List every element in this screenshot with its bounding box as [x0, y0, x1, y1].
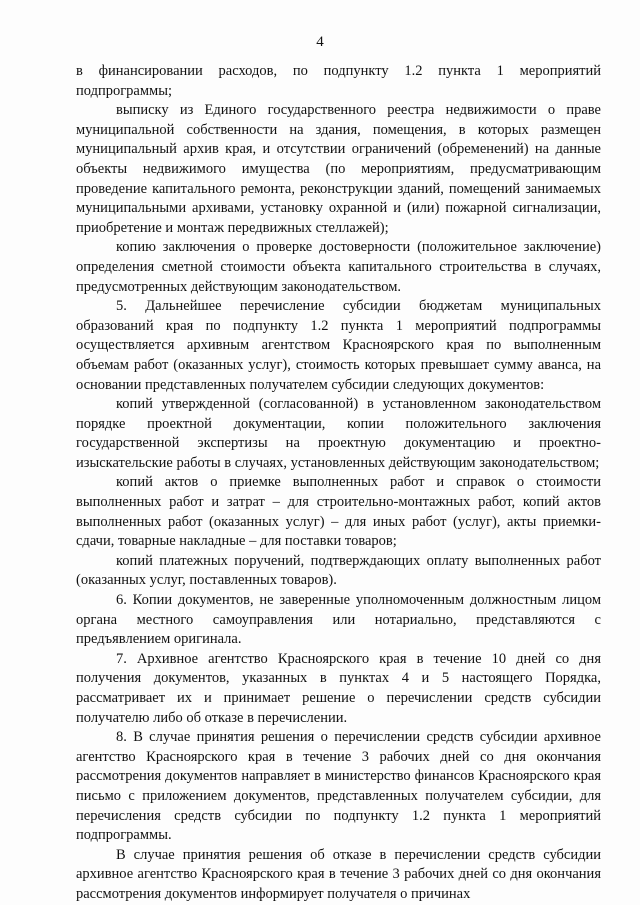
paragraph-item-5: 5. Дальнейшее перечисление субсидии бюджетам муниципальных образований края по подпункту 1.2 пункта 1 мероприятий подпрограммы осуществляется архивным агентством Красноярского края по выполненным объемам работ (оказанных услуг), стоимость которых превышает сумму аванса, на основании представленных получателем субсидии следующих документов:: [76, 298, 601, 393]
paragraph-registry-extract: выписку из Единого государственного реестра недвижимости о праве муниципальной собственности на здания, помещения, в которых размещен муниципальный архив края, и отсутствии ограничений (обременений) на данные объекты недвижимого имущества (по мероприятиям, предусматривающим проведение капитального ремонта, реконструкции зданий, помещений занимаемых муниципальными архивами, установку охранной и (или) пожарной сигнализации, приобретение и монтаж передвижных стеллажей);: [76, 102, 601, 236]
paragraph-payment-orders: копий платежных поручений, подтверждающих оплату выполненных работ (оказанных услуг, поставленных товаров).: [76, 552, 601, 589]
paragraph-refusal: В случае принятия решения об отказе в перечислении средств субсидии архивное агентство Красноярского края в течение 3 рабочих дней со дня окончания рассмотрения документов информирует получателя о причинах: [76, 846, 601, 902]
paragraph-estimate-conclusion: копию заключения о проверке достоверности (положительное заключение) определения сметной стоимости объекта капитального строительства в случаях, предусмотренных действующим законодательством.: [76, 239, 601, 295]
paragraph-acceptance-acts: копий актов о приемке выполненных работ и справок о стоимости выполненных работ и затрат – для строительно-монтажных работ, копий актов выполненных работ (оказанных услуг) – для иных работ (услуг), акты приемки-сдачи, товарные накладные – для поставки товаров;: [76, 474, 601, 550]
paragraph-item-8: 8. В случае принятия решения о перечислении средств субсидии архивное агентство Красноярского края в течение 3 рабочих дней со дня окончания рассмотрения документов направляет в министерство финансов Красноярского края письмо с приложением документов, представленных получателем субсидии, для перечисления средств субсидии по подпункту 1.2 пункта 1 мероприятий подпрограммы.: [76, 729, 601, 844]
paragraph-financing: в финансировании расходов, по подпункту 1.2 пункта 1 мероприятий подпрограммы;: [76, 63, 601, 99]
paragraph-item-7: 7. Архивное агентство Красноярского края в течение 10 дней со дня получения документов, указанных в пунктах 4 и 5 настоящего Порядка, рассматривает их и принимает решение о перечислении средств субсидии получателю либо об отказе в перечислении.: [76, 650, 601, 726]
paragraph-project-docs: копий утвержденной (согласованной) в установленном законодательством порядке проектной документации, копии положительного заключения государственной экспертизы на проектную документацию и проектно-изыскательские работы в случаях, установленных действующим законодательством;: [76, 396, 601, 471]
document-body: [76, 62, 601, 905]
paragraph-item-6: 6. Копии документов, не заверенные уполномоченным должностным лицом органа местного самоуправления или нотариально, представляются с предъявлением оригинала.: [76, 592, 601, 648]
page-number: 4: [316, 34, 324, 50]
